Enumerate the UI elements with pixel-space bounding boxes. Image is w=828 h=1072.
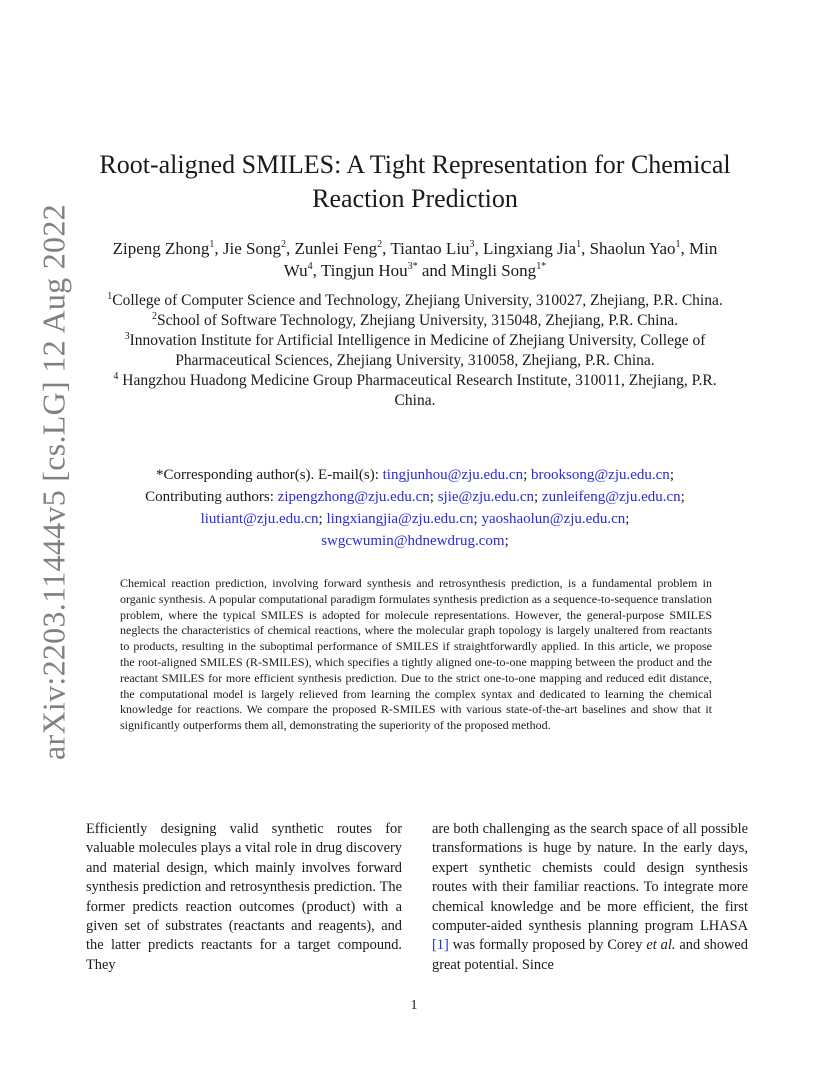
author: Lingxiang Jia$^1$, xyxy=(483,239,590,258)
affiliation-1: $^1$College of Computer Science and Technology, Zhejiang University, 310027, Zhejiang, P.R. China. xyxy=(107,291,723,309)
title-line-1: Root-aligned SMILES: A Tight Representation for Chemical xyxy=(99,150,731,179)
abstract: Chemical reaction prediction, involving forward synthesis and retrosynthesis prediction, is a fundamental problem in organic synthesis. A popular computational paradigm formulates synthesis prediction as a sequence-to-sequence translation problem, where the typical SMILES is adopted for molecule representations. However, the general-purpose SMILES neglects the characteristics of chemical reactions, where the molecular graph topology is largely unaltered from reactants to products, resulting in the suboptimal performance of SMILES if straightforwardly applied. In this article, we propose the root-aligned SMILES (R-SMILES), which specifies a tightly aligned one-to-one mapping between the product and the reactant SMILES for more efficient synthesis prediction. Due to the strict one-to-one mapping and reduced edit distance, the computational model is largely relieved from learning the complex syntax and dedicated to learning the chemical knowledge for reactions. We compare the proposed R-SMILES with various state-of-the-art baselines and show that it significantly outperforms them all, demonstrating the superiority of the proposed method. xyxy=(120,576,712,733)
author: Tingjun Hou$^{3*}$ and xyxy=(320,261,451,280)
corresponding-label: *Corresponding author(s). E-mail(s): xyxy=(156,467,383,483)
affiliation-3: $^3$Innovation Institute for Artificial Intelligence in Medicine of Zhejiang University, College of Pharmaceutical Sciences, Zhejiang University, 310058, Zhejiang, P.R. China. xyxy=(124,331,706,369)
et-al: et al. xyxy=(646,937,676,954)
affiliation-4: $^4$ Hangzhou Huadong Medicine Group Pharmaceutical Research Institute, 310011, Zhejiang, P.R. China. xyxy=(113,371,717,409)
author: Jie Song$^2$, xyxy=(222,239,295,258)
contact-block: *Corresponding author(s). E-mail(s): tingjunhou@zju.edu.cn; brooksong@zju.edu.cn; Contributing authors: zipengzhong@zju.edu.cn; sjie@zju.edu.cn; zunleifeng@zju.edu.cn; liutiant@zju.edu.cn; lingxiangjia@zju.edu.cn; yaoshaolun@zju.edu.cn; swgcwumin@hdnewdrug.com; xyxy=(145,467,685,549)
email-link[interactable]: liutiant@zju.edu.cn xyxy=(200,511,319,527)
email-link[interactable]: zunleifeng@zju.edu.cn xyxy=(541,489,681,505)
email-link[interactable]: swgcwumin@hdnewdrug.com xyxy=(321,533,505,549)
arxiv-stamp: arXiv:2203.11444v5 [cs.LG] 12 Aug 2022 xyxy=(35,204,72,760)
author: Zunlei Feng$^2$, xyxy=(294,239,391,258)
body-column-left: Efficiently designing valid synthetic routes for valuable molecules plays a vital role in drug discovery and material design, which mainly involves forward synthesis prediction and retrosynthesis prediction. The former predicts reaction outcomes (product) with a given set of substrates (reactants and reagents), and the latter predicts reactants for a target compound. They xyxy=(86,821,402,973)
affiliation-list xyxy=(95,291,735,411)
email-link[interactable]: tingjunhou@zju.edu.cn xyxy=(382,467,524,483)
email-link[interactable]: zipengzhong@zju.edu.cn xyxy=(277,489,430,505)
paper-title xyxy=(95,148,735,216)
author-list xyxy=(95,238,735,282)
body-column-right: are both challenging as the search space of all possible transformations is huge by nature. In the early days, expert synthetic chemists could design synthesis routes with their familiar reactions. To integrate more chemical knowledge and be more efficient, the first computer-aided synthesis planning program LHASA [1] was formally proposed by Corey et al. and showed great potential. Since xyxy=(432,821,748,973)
email-link[interactable]: yaoshaolun@zju.edu.cn xyxy=(481,511,626,527)
citation-link[interactable]: [1] xyxy=(432,937,449,954)
page-number: 1 xyxy=(410,998,418,1013)
email-link[interactable]: sjie@zju.edu.cn xyxy=(437,489,534,505)
author: Zipeng Zhong$^1$, xyxy=(112,239,223,258)
email-link[interactable]: lingxiangjia@zju.edu.cn xyxy=(326,511,474,527)
contributing-label: Contributing authors: xyxy=(145,489,278,505)
author: Mingli Song$^{1*}$ xyxy=(450,261,547,280)
author: Tiantao Liu$^3$, xyxy=(390,239,484,258)
affiliation-2: $^2$School of Software Technology, Zhejiang University, 315048, Zhejiang, P.R. China. xyxy=(152,311,678,329)
title-line-2: Reaction Prediction xyxy=(312,184,518,213)
email-link[interactable]: brooksong@zju.edu.cn xyxy=(531,467,670,483)
author: Min Wu$^4$, xyxy=(283,239,718,280)
author: Shaolun Yao$^1$, xyxy=(589,239,690,258)
